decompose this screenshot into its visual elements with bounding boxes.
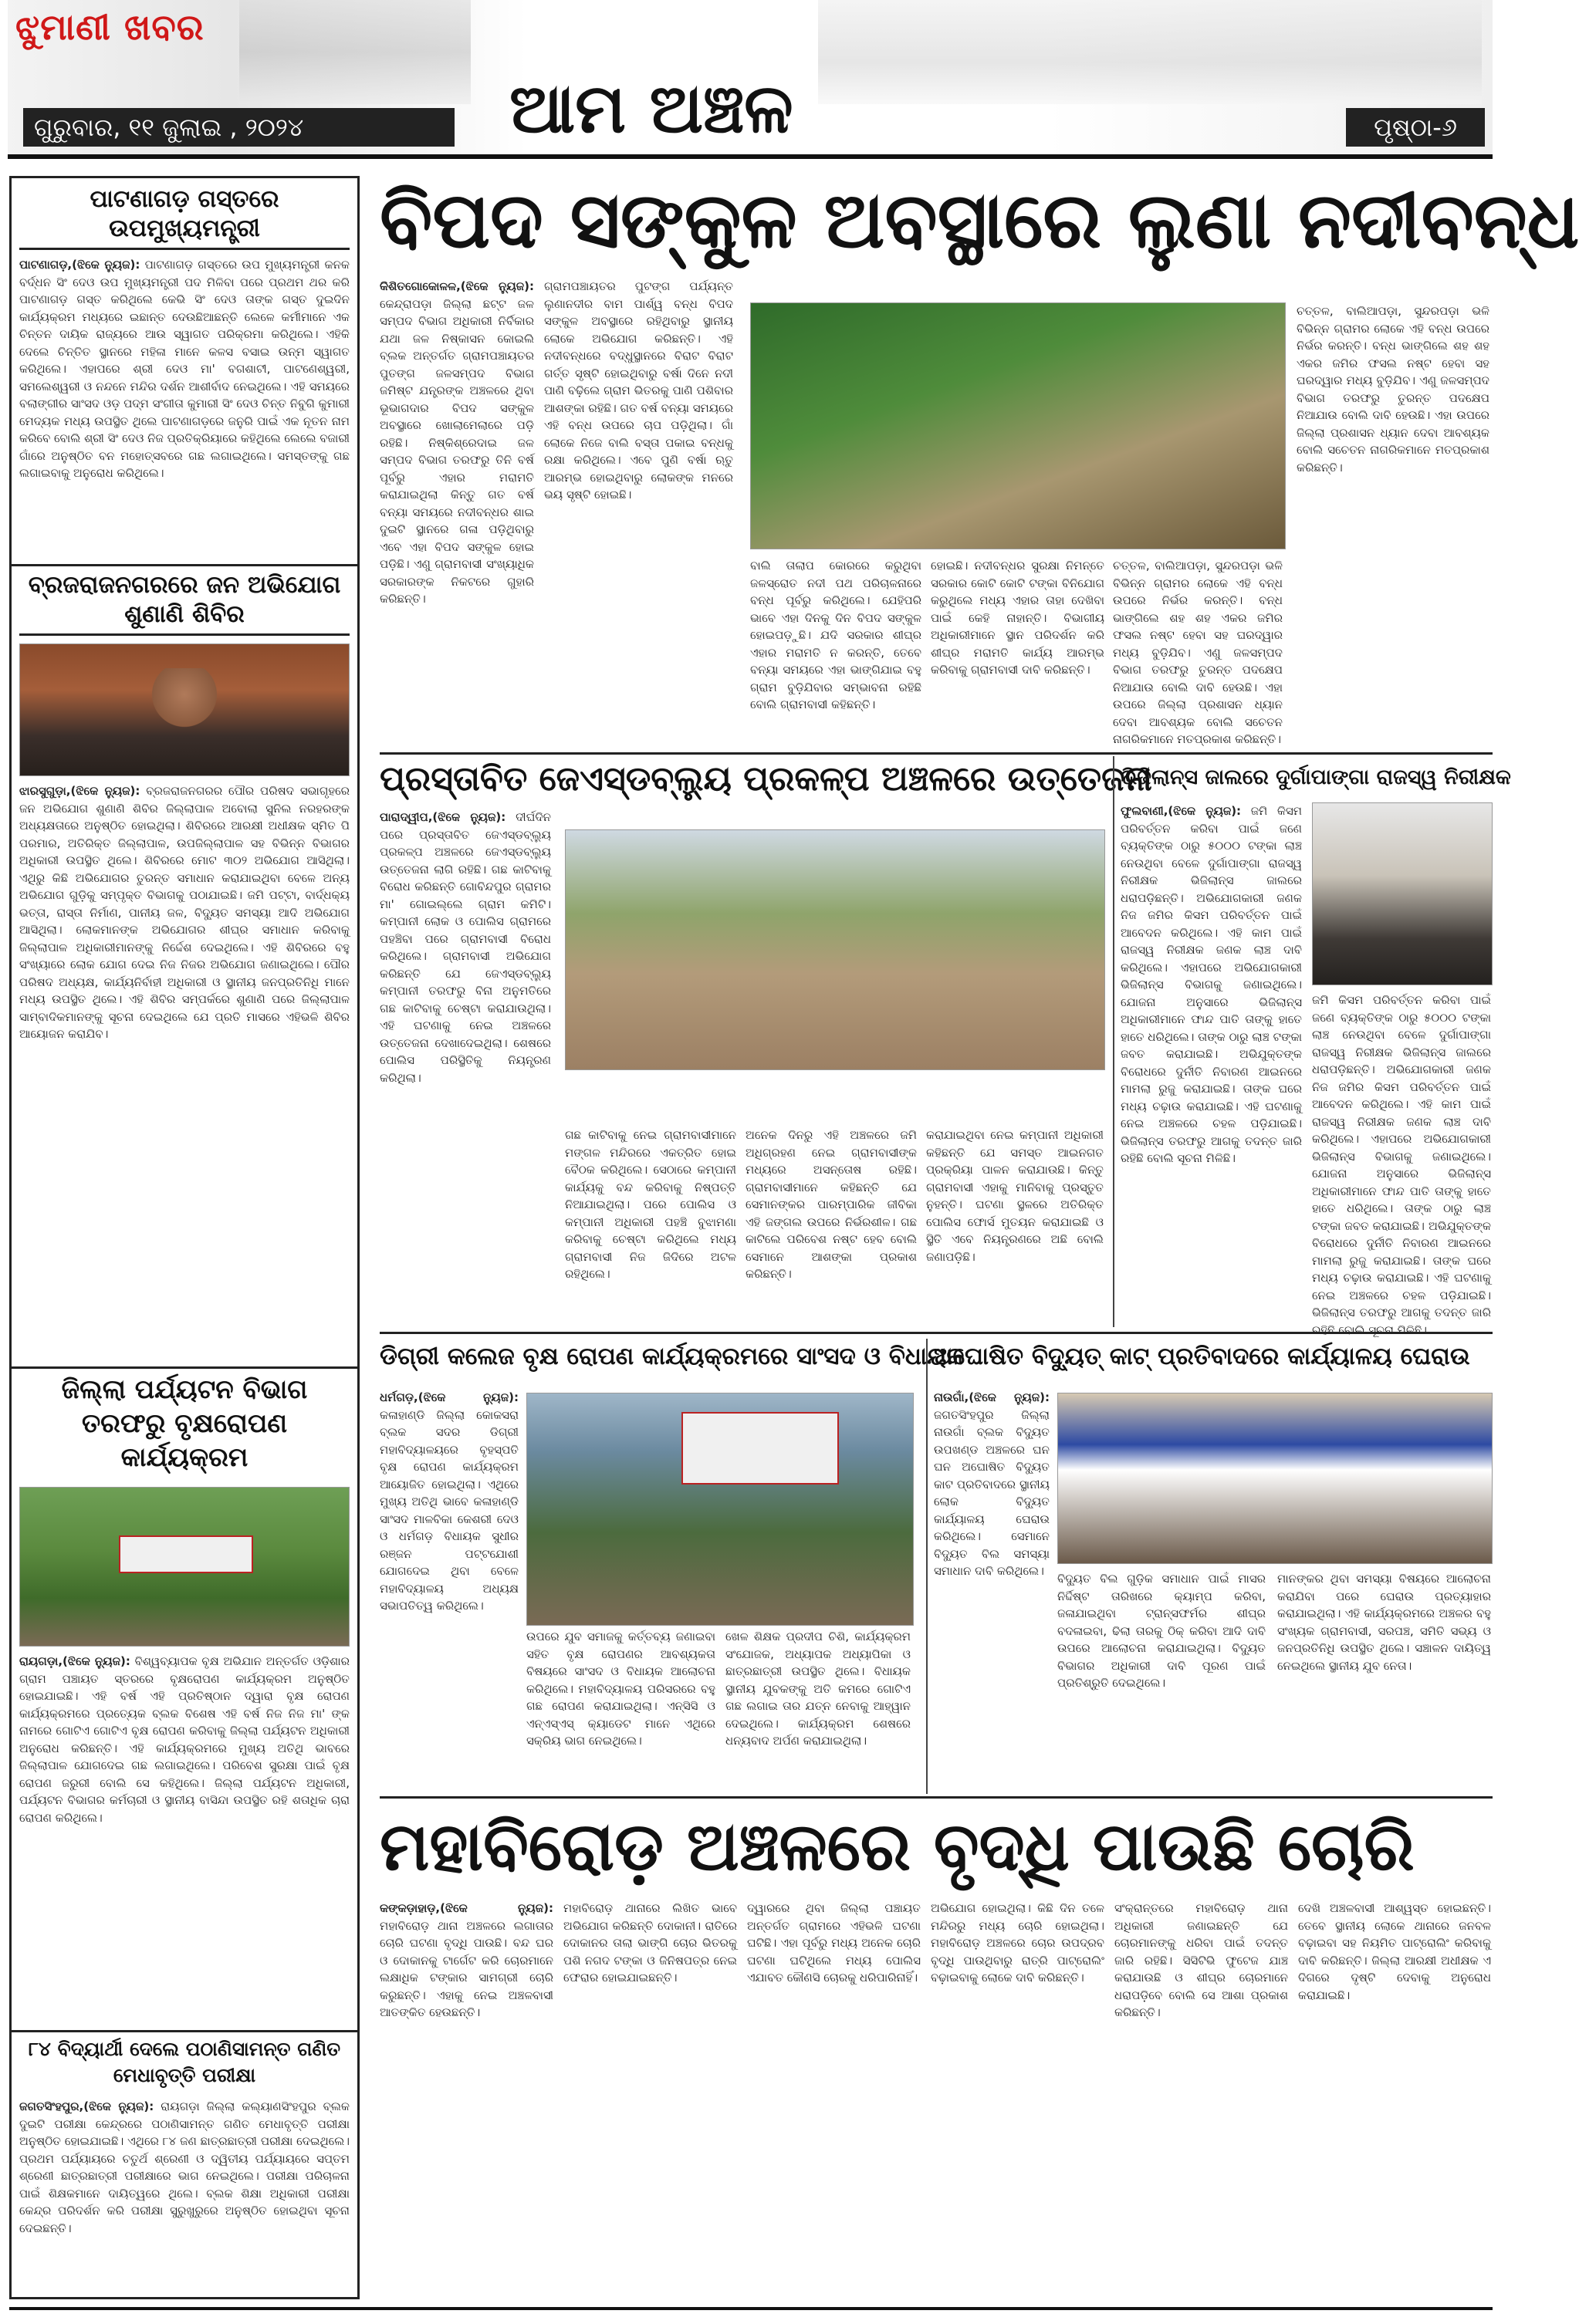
jsw-protest-photo bbox=[565, 829, 1105, 1070]
story-text: ଗଛ କାଟିବାକୁ ନେଇ ଗ୍ରାମବାସୀମାନେ ମଙ୍ଗଳ ମନ୍ଦିରରେ ଏକତ୍ରିତ ହୋଇ ବୈଠକ କରିଥିଲେ। ସେଠାରେ କମ୍ପାନୀ କାର୍ଯ୍ୟକୁ ବନ୍ଦ କରିବାକୁ ନିଷ୍ପତ୍ତି ନିଆଯାଇଥିଲା। ପରେ ପୋଲିସ ଓ କମ୍ପାନୀ ଅଧିକାରୀ ପହଞ୍ଚି ବୁଝାମଣା କରିବାକୁ ଚେଷ୍ଟା କରିଥିଲେ ମଧ୍ୟ ଗ୍ରାମବାସୀ ନିଜ ଜିଦିରେ ଅଟଳ ରହିଥିଲେ। bbox=[565, 1128, 736, 1281]
college-column-3 bbox=[725, 1628, 911, 1790]
rail-headline: ବ୍ରଜରାଜନଗରରେ ଜନ ଅଭିଯୋଗ ଶୁଣାଣି ଶିବିର bbox=[19, 570, 350, 636]
story-text: ଦ୍ୱାରରେ ଥିବା ଜିଲ୍ଲା ପଞ୍ଚାୟତ ଅନ୍ତର୍ଗତ ଗ୍ରାମରେ ଏହିଭଳି ଘଟଣା ଘଟିଛି। ଏହା ପୂର୍ବରୁ ମଧ୍ୟ ଅନେକ ଚୋରି ଘଟଣା ଘଟିଥିଲେ ମଧ୍ୟ ପୋଲିସ ଏଯାବତ କୌଣସି ଚୋରକୁ ଧରିପାରିନାହିଁ। bbox=[747, 1901, 921, 1985]
rail-story-deputy-cm bbox=[19, 184, 350, 588]
masthead bbox=[8, 0, 1493, 159]
rail-story-body bbox=[19, 2098, 350, 2322]
page-bottom-rule bbox=[9, 2307, 1493, 2310]
theft-headline: ମହାବିରୋଡ଼ ଅଞ୍ଚଳରେ ବୃଦ୍ଧି ପାଉଛି ଚୋରି bbox=[380, 1808, 1415, 1886]
revenue-inspector-portrait bbox=[1312, 802, 1493, 985]
theft-column-3 bbox=[747, 1900, 921, 2293]
dateline: ଧର୍ମଗଡ଼,(ଝିକେ ନ୍ୟୁଜ): bbox=[380, 1390, 519, 1404]
dateline: କଙ୍କଡ଼ାହାଡ଼,(ଝିକେ ନ୍ୟୁଜ): bbox=[380, 1901, 553, 1915]
lead-column-5a bbox=[1113, 557, 1283, 746]
vigilance-headline: ଭିଜିଲାନ୍ସ ଜାଲରେ ଦୁର୍ଗାପାଙ୍ଗା ରାଜସ୍ୱ ନିରୀକ୍ଷକ bbox=[1121, 765, 1511, 789]
rail-story-body bbox=[19, 1653, 350, 2089]
lead-column-1 bbox=[380, 278, 534, 745]
story-text: କେନ୍ଦ୍ରାପଡ଼ା ଜିଲ୍ଲା ଛଟ୍ଟ ଜଳ ସମ୍ପଦ ବିଭାଗ ଅଧିକାରୀ ନିର୍ବିକାର ଯଥା ଜଳ ନିଷ୍କାସନ କୋଇଲି ବ୍ଲକ ଅନ୍ତର୍ଗତ ଗ୍ରାମପଞ୍ଚାୟତର ପୁତଙ୍ଗ ଜଳସମ୍ପଦ ବିଭାଗ ଜମିଷ୍ଟ ଯନ୍ତ୍ରଙ୍କ ଅଞ୍ଚଳରେ ଥିବା ଭୂଭାଗଦାର ବିପଦ ସଙ୍କୁଳ ଅବସ୍ଥାରେ ଖୋଲାମେଲାରେ ପଡ଼ି ରହିଛି। ନିଷ୍କିଶ୍ରେଦାଇ ଜଳ ସମ୍ପଦ ବିଭାଗ ତରଫରୁ ତିନି ବର୍ଷ ପୂର୍ବରୁ ଏହାର ମରାମତି କରାଯାଇଥିଲା କିନ୍ତୁ ଗତ ବର୍ଷ ବନ୍ୟା ସମୟରେ ନଦୀବନ୍ଧର ଶାଇ ଦୁଇଟି ସ୍ଥାନରେ ଗଳା ପଡ଼ିଥିବାରୁ ଏବେ ଏହା ବିପଦ ସଙ୍କୁଳ ହୋଇ ପଡ଼ିଛି। ଏଣୁ ଗ୍ରାମବାସୀ ସଂଖ୍ୟାଧିକ ସରକାରଙ୍କ ନିକଟରେ ଗୁହାରି କରିଛନ୍ତି। bbox=[380, 296, 534, 606]
dateline: ଝାରସୁଗୁଡ଼ା,(ଝିକେ ନ୍ୟୁଜ): bbox=[19, 784, 140, 798]
rail-story-body bbox=[19, 256, 350, 588]
story-text: ମହାବିରୋଡ଼ ଥାନା ଅଞ୍ଚଳରେ ଲଗାତାର ଚୋରି ଘଟଣା ବୃଦ୍ଧି ପାଉଛି। ବନ୍ଦ ଘର ଓ ଦୋକାନକୁ ଟାର୍ଗେଟ କରି ଚୋରମାନେ ଲକ୍ଷାଧିକ ଟଙ୍କାର ସାମଗ୍ରୀ ଚୋରି କରୁଛନ୍ତି। ଏହାକୁ ନେଇ ଅଞ୍ଚଳବାସୀ ଆତଙ୍କିତ ହେଉଛନ୍ତି। bbox=[380, 1918, 553, 2019]
newspaper-brand: ଝୁମାଣୀ ଖବର bbox=[15, 6, 205, 48]
story-text: କଳାହାଣ୍ଡି ଜିଲ୍ଲା କୋକସରା ବ୍ଲକ ସଦର ଡିଗ୍ରୀ ମହାବିଦ୍ୟାଳୟରେ ବୃହସ୍ପତି ବୃକ୍ଷ ରୋପଣ କାର୍ଯ୍ୟକ୍ରମ ଆୟୋଜିତ ହୋଇଥିଲା। ଏଥିରେ ମୁଖ୍ୟ ଅତିଥି ଭାବେ କଳାହାଣ୍ଡି ସାଂସଦ ମାଳବିକା କେଶରୀ ଦେଓ ଓ ଧର୍ମଗଡ଼ ବିଧାୟକ ସୁଧୀର ରଞ୍ଜନ ପଟ୍ଟଯୋଶୀ ଯୋଗଦେଇ ଥିବା ବେଳେ ମହାବିଦ୍ୟାଳୟ ଅଧ୍ୟକ୍ଷ ସଭାପତିତ୍ୱ କରିଥିଲେ। bbox=[380, 1407, 519, 1613]
dateline: କିଶିତଗୋକୋଳଳ,(ଝିକେ ନ୍ୟୁଜ): bbox=[380, 279, 534, 293]
power-cut-column-3 bbox=[1277, 1570, 1491, 1790]
section-rule bbox=[380, 1332, 1493, 1334]
jsw-column-1 bbox=[380, 809, 551, 1326]
issue-date: ଗୁରୁବାର, ୧୧ ଜୁଲାଇ , ୨୦୨୪ bbox=[23, 108, 455, 147]
theft-column-5 bbox=[1114, 1900, 1288, 2293]
rail-story-maths-exam bbox=[19, 2036, 350, 2322]
story-text: ଅନେକ ଦିନରୁ ଏହି ଅଞ୍ଚଳରେ ଜମି ଅଧିଗ୍ରହଣ ନେଇ ଗ୍ରାମବାସୀଙ୍କ ମଧ୍ୟରେ ଅସନ୍ତୋଷ ରହିଛି। ଗ୍ରାମବାସୀମାନେ କହିଛନ୍ତି ଯେ ସେମାନଙ୍କର ପାରମ୍ପାରିକ ଜୀବିକା ଏହି ଜଙ୍ଗଲ ଉପରେ ନିର୍ଭରଶୀଳ। ଗଛ କାଟିଲେ ପରିବେଶ ନଷ୍ଟ ହେବ ବୋଲି ସେମାନେ ଆଶଙ୍କା ପ୍ରକାଶ କରିଛନ୍ତି। bbox=[746, 1128, 917, 1281]
dateline: ରାୟଗଡ଼ା,(ଝିକେ ନ୍ୟୁଜ): bbox=[19, 1654, 130, 1668]
dateline: ନାଉଗାଁ,(ଝିକେ ନ୍ୟୁଜ): bbox=[934, 1390, 1050, 1404]
power-cut-headline: ଅଘୋଷିତ ବିଦ୍ୟୁତ୍ କାଟ୍ ପ୍ରତିବାଦରେ କାର୍ଯ୍ୟାଳୟ ଘେରାଉ bbox=[934, 1343, 1470, 1370]
story-text: ଉପରେ ଯୁବ ସମାଜକୁ କର୍ତ୍ତବ୍ୟ ଜଣାଇବା ସହିତ ବୃକ୍ଷ ରୋପଣର ଆବଶ୍ୟକତା ବିଷୟରେ ସାଂସଦ ଓ ବିଧାୟକ ଆଲୋଚନା କରିଥିଲେ। ମହାବିଦ୍ୟାଳୟ ପରିସରରେ ବହୁ ଗଛ ରୋପଣ କରାଯାଇଥିଲା। ଏନ୍‌ସିସି ଓ ଏନ୍‌ଏସ୍‌ଏସ୍ କ୍ୟାଡେଟ ମାନେ ଏଥିରେ ସକ୍ରିୟ ଭାଗ ନେଇଥିଲେ। bbox=[526, 1630, 715, 1748]
photo-banner bbox=[119, 1535, 253, 1573]
rail-headline: ୮୪ ବିଦ୍ୟାର୍ଥୀ ଦେଲେ ପଠାଣିସାମନ୍ତ ଗଣିତ ମେଧାବୃତ୍ତି ପରୀକ୍ଷା bbox=[28, 2038, 341, 2086]
rail-divider bbox=[12, 2030, 357, 2032]
dateline: ପାରାଦ୍ୱୀପ,(ଝିକେ ନ୍ୟୁଜ): bbox=[380, 810, 506, 824]
section-rule bbox=[380, 1796, 1493, 1799]
story-text: ପାଟଣାଗଡ଼ ଗସ୍ତରେ ଉପ ମୁଖ୍ୟମନ୍ତ୍ରୀ କନକ ବର୍ଦ୍ଧନ ସିଂ ଦେଓ ଉପ ମୁଖ୍ୟମନ୍ତ୍ରୀ ପଦ ମିଳିବା ପରେ ପ୍ରଥମ ଥର କରି ପାଟଣାଗଡ଼ ଗସ୍ତ କରିଥିଲେ କେଭି ସିଂ ଦେଓ ତାଙ୍କ ଗସ୍ତ ଦୁଇଦିନ କାର୍ଯ୍ୟକ୍ରମ ମଧ୍ୟରେ ଇଛାନ୍ତ ଦେଉଛିଆଛନ୍ତି ଲେଳେ କର୍ମୀମାନେ ଏକ ଚିନ୍ତନ ଦାୟିକ ରାଜ୍ୟରେ ଆଉ ସ୍ୱାଗତ ପରିକ୍ରମା କରିଥିଲେ। ଏହିକି ଦେଲେ ଚିନ୍ତିତ ସ୍ଥାନରେ ମହିଳା ମାନେ କଳସ ବସାଇ ଉନ୍ମ ସ୍ୱାଗତ କରିଥିଲେ। ଏହାପରେ ଶ୍ରୀ ଦେଓ ମା' ବଗଶାଟୀ, ପାଟଣେଶ୍ୱରୀ, ସମଲେଶ୍ୱରୀ ଓ ନନ୍ଦନେ ମନ୍ଦିର ଦର୍ଶନ ଆଶୀର୍ବାଦ ନେଇଥିଲେ। ଏହି ସମୟରେ ବଲାଙ୍ଗୀର ସାଂସଦ ଓଡ଼ ପଦ୍ମ ସଂଗୀତା କୁମାରୀ ସିଂ ଦେଓ ଚିନ୍ତ ନିବୁଗି କୁମାରୀ ମେଦ୍ୟକ ମଧ୍ୟ ଉପସ୍ଥିତ ଥିଲେ ପାଟଣାଗଡ଼ରେ ଜନୁରି ପାଇଁ ଏକ ନୂତନ ନାମ କରିବେ ବୋଲି ଶ୍ରୀ ସିଂ ଦେଓ ନିଜ ପ୍ରତିକ୍ରିୟାରେ କହିଥିଲେ ଲେଲେ ବଜାରୀ ଗାଁରେ ଅନୁଷ୍ଠିତ ବନ ମହୋତ୍ସବରେ ଗଛ ଲଗାଇଥିଲେ। ସମସ୍ତଙ୍କୁ ଗଛ ଲଗାଇବାକୁ ଅନୁରୋଧ କରିଥିଲେ। bbox=[19, 258, 350, 480]
story-text: ଚତ୍ତଳ, ବାଲିଆପଡ଼ା, ସୁନ୍ଦରପଡ଼ା ଭଳି ବିଭିନ୍ନ ଗ୍ରାମର ଲୋକେ ଏହି ବନ୍ଧ ଉପରେ ନିର୍ଭର କରନ୍ତି। ବନ୍ଧ ଭାଙ୍ଗିଲେ ଶହ ଶହ ଏକର ଜମିର ଫସଲ ନଷ୍ଟ ହେବା ସହ ଘରଦ୍ୱାର ମଧ୍ୟ ବୁଡ଼ିଯିବ। ଏଣୁ ଜଳସମ୍ପଦ ବିଭାଗ ତରଫରୁ ତୁରନ୍ତ ପଦକ୍ଷେପ ନିଆଯାଉ ବୋଲି ଦାବି ହେଉଛି। ଏହା ଉପରେ ଜିଲ୍ଲା ପ୍ରଶାସନ ଧ୍ୟାନ ଦେବା ଆବଶ୍ୟକ ବୋଲି ସଚେତନ ନାଗରିକମାନେ ମତପ୍ରକାଶ କରିଛନ୍ତି। bbox=[1113, 559, 1283, 746]
dateline: ଜଗତସିଂହପୁର,(ଝିକେ ନ୍ୟୁଜ): bbox=[19, 2099, 154, 2113]
story-text: ବିଶ୍ୱବ୍ୟାପକ ବୃକ୍ଷ ଅଭିଯାନ ଅନ୍ତର୍ଗତ ଓଡ଼ିଶାର ଗ୍ରାମ ପଞ୍ଚାୟତ ସ୍ତରରେ ବୃକ୍ଷରୋପଣ କାର୍ଯ୍ୟକ୍ରମ ଅନୁଷ୍ଠିତ ହୋଇଯାଇଛି। ଏହି ବର୍ଷ ଏହି ପ୍ରତିଷ୍ଠାନ ଦ୍ୱାରା ବୃକ୍ଷ ରୋପଣ କାର୍ଯ୍ୟକ୍ରମରେ ପ୍ରତ୍ୟେକ ବ୍ଲକ ବିଶେଷ ଏହି ବର୍ଷ ନିଜ ନିଜ ମା' ଙ୍କ ନାମରେ ଗୋଟିଏ ଗୋଟିଏ ବୃକ୍ଷ ରୋପଣ କରିବାକୁ ଜିଲ୍ଲା ପର୍ଯ୍ୟଟନ ଅଧିକାରୀ ଅନୁରୋଧ କରିଛନ୍ତି। ଏହି କାର୍ଯ୍ୟକ୍ରମରେ ମୁଖ୍ୟ ଅତିଥି ଭାବରେ ଜିଲ୍ଲାପାଳ ଯୋଗଦେଇ ଗଛ ଲଗାଇଥିଲେ। ପରିବେଶ ସୁରକ୍ଷା ପାଇଁ ବୃକ୍ଷ ରୋପଣ ଜରୁରୀ ବୋଲି ସେ କହିଥିଲେ। ଜିଲ୍ଲା ପର୍ଯ୍ୟଟନ ଅଧିକାରୀ, ପର୍ଯ୍ୟଟନ ବିଭାଗର କର୍ମଚାରୀ ଓ ସ୍ଥାନୀୟ ବାସିନ୍ଦା ଉପସ୍ଥିତ ରହି ଶତାଧିକ ଚାରା ରୋପଣ କରିଥିଲେ। bbox=[19, 1654, 350, 1825]
rail-divider bbox=[12, 564, 357, 566]
column-divider bbox=[1113, 756, 1114, 1327]
grievance-camp-photo bbox=[19, 643, 350, 776]
story-text: ଜମି କିସମ ପରିବର୍ତ୍ତନ କରିବା ପାଇଁ ଜଣେ ବ୍ୟକ୍ତିଙ୍କ ଠାରୁ ୫୦୦୦ ଟଙ୍କା ଲାଞ୍ଚ ନେଉଥିବା ବେଳେ ଦୁର୍ଗାପାଙ୍ଗା ରାଜସ୍ୱ ନିରୀକ୍ଷକ ଭିଜିଲାନ୍ସ ଜାଲରେ ଧରାପଡ଼ିଛନ୍ତି। ଅଭିଯୋଗକାରୀ ଜଣକ ନିଜ ଜମିର କିସମ ପରିବର୍ତ୍ତନ ପାଇଁ ଆବେଦନ କରିଥିଲେ। ଏହି କାମ ପାଇଁ ରାଜସ୍ୱ ନିରୀକ୍ଷକ ଜଣକ ଲାଞ୍ଚ ଦାବି କରିଥିଲେ। ଏହାପରେ ଅଭିଯୋଗକାରୀ ଭିଜିଲାନ୍ସ ବିଭାଗକୁ ଜଣାଇଥିଲେ। ଯୋଜନା ଅନୁସାରେ ଭିଜିଲାନ୍ସ ଅଧିକାରୀମାନେ ଫାନ୍ଦ ପାତି ତାଙ୍କୁ ହାତେ ହାତେ ଧରିଥିଲେ। ତାଙ୍କ ଠାରୁ ଲାଞ୍ଚ ଟଙ୍କା ଜବତ କରାଯାଇଛି। ଅଭିଯୁକ୍ତଙ୍କ ବିରୋଧରେ ଦୁର୍ନୀତି ନିବାରଣ ଆଇନରେ ମାମଲା ରୁଜୁ କରାଯାଇଛି। ତାଙ୍କ ଘରେ ମଧ୍ୟ ଚଢ଼ାଉ କରାଯାଇଛି। ଏହି ଘଟଣାକୁ ନେଇ ଅଞ୍ଚଳରେ ଚହଳ ପଡ଼ିଯାଇଛି। ଭିଜିଲାନ୍ସ ତରଫରୁ ଆଗକୁ ତଦନ୍ତ ଜାରି ରହିଛି ବୋଲି ସୂଚନା ମିଳିଛି। bbox=[1121, 804, 1302, 1165]
story-text: ଗ୍ରାମପଞ୍ଚାୟତର ପୁଟଙ୍ଗ ପର୍ଯ୍ୟନ୍ତ ଲୁଣାନଦୀର ବାମ ପାର୍ଶ୍ୱ ବନ୍ଧ ବିପଦ ସଙ୍କୁଳ ଅବସ୍ଥାରେ ରହିଥିବାରୁ ସ୍ଥାନୀୟ ଲୋକେ ଅଭିଯୋଗ କରିଛନ୍ତି। ଏହି ନଦୀବନ୍ଧରେ ବଦ୍ଧୁସ୍ଥାନରେ ବିରାଟ ବିରାଟ ଗର୍ତ୍ତ ସୃଷ୍ଟି ହୋଇଥିବାରୁ ବର୍ଷା ଦିନେ ନଦୀ ପାଣି ବଢ଼ିଲେ ଗ୍ରାମ ଭିତରକୁ ପାଣି ପଶିବାର ଆଶଙ୍କା ରହିଛି। ଗତ ବର୍ଷ ବନ୍ୟା ସମୟରେ ଏହି ବନ୍ଧ ଉପରେ ଚାପ ପଡ଼ିଥିଲା। ଗାଁ ଲୋକେ ନିଜେ ବାଲି ବସ୍ତା ପକାଇ ବନ୍ଧକୁ ରକ୍ଷା କରିଥିଲେ। ଏବେ ପୁଣି ବର୍ଷା ଋତୁ ଆରମ୍ଭ ହୋଇଥିବାରୁ ଲୋକଙ୍କ ମନରେ ଭୟ ସୃଷ୍ଟି ହୋଇଛି। bbox=[544, 279, 733, 502]
story-text: ଦେଖି ଅଞ୍ଚଳବାସୀ ଆଶ୍ୱସ୍ତ ହୋଇଛନ୍ତି। ତେବେ ସ୍ଥାନୀୟ ଲୋକେ ଥାନାରେ ଜନବଳ ବଢ଼ାଇବା ସହ ନିୟମିତ ପାଟ୍ରୋଲିଂ କରିବାକୁ ଦାବି କରିଛନ୍ତି। ଜିଲ୍ଲା ଆରକ୍ଷୀ ଅଧୀକ୍ଷକ ଏ ଦିଗରେ ଦୃଷ୍ଟି ଦେବାକୁ ଅନୁରୋଧ କରାଯାଇଛି। bbox=[1298, 1901, 1491, 2002]
rail-headline: ପାଟଣାଗଡ଼ ଗସ୍ତରେ ଉପମୁଖ୍ୟମନ୍ତ୍ରୀ bbox=[19, 184, 350, 250]
photo-banner bbox=[681, 1412, 839, 1485]
story-text: ବ୍ରଜରାଜନଗରର ପୌର ପରିଷଦ ସଭାଗୃହରେ ଜନ ଅଭିଯୋଗ ଶୁଣାଣି ଶିବିର ଜିଲ୍ଲାପାଳ ଅବୋଲା ସୁନିଲ ନରହରଙ୍କ ଅଧ୍ୟକ୍ଷତାରେ ଅନୁଷ୍ଠିତ ହୋଇଥିଲା। ଶିବିରରେ ଆରକ୍ଷୀ ଅଧୀକ୍ଷକ ସ୍ମିତ ପି ପରମାର, ଅତିରିକ୍ତ ଜିଲ୍ଲାପାଳ, ଉପଜିଲ୍ଲାପାଳ ସହ ବିଭିନ୍ନ ବିଭାଗର ଅଧିକାରୀ ଉପସ୍ଥିତ ଥିଲେ। ଶିବିରରେ ମୋଟ ୩୦୨ ଅଭିଯୋଗ ଆସିଥିଲା। ଏଥିରୁ କିଛି ଅଭିଯୋଗର ତୁରନ୍ତ ସମାଧାନ କରାଯାଇଥିବା ବେଳେ ଅନ୍ୟ ଅଭିଯୋଗ ଗୁଡ଼ିକୁ ସମ୍ପୃକ୍ତ ବିଭାଗକୁ ପଠାଯାଇଛି। ଜମି ପଟ୍ଟା, ବାର୍ଦ୍ଧକ୍ୟ ଭତ୍ତା, ରାସ୍ତା ନିର୍ମାଣ, ପାନୀୟ ଜଳ, ବିଦ୍ୟୁତ ସମସ୍ୟା ଆଦି ଅଭିଯୋଗ ଆସିଥିଲା। ଲୋକମାନଙ୍କ ଅଭିଯୋଗର ଶୀଘ୍ର ସମାଧାନ କରିବାକୁ ଜିଲ୍ଲାପାଳ ଅଧିକାରୀମାନଙ୍କୁ ନିର୍ଦ୍ଦେଶ ଦେଇଥିଲେ। ଏହି ଶିବିରରେ ବହୁ ସଂଖ୍ୟାରେ ଲୋକ ଯୋଗ ଦେଇ ନିଜ ନିଜର ଅଭିଯୋଗ ଜଣାଇଥିଲେ। ପୌର ପରିଷଦ ଅଧ୍ୟକ୍ଷ, କାର୍ଯ୍ୟନିର୍ବାହୀ ଅଧିକାରୀ ଓ ସ୍ଥାନୀୟ ଜନପ୍ରତିନିଧି ମାନେ ମଧ୍ୟ ଉପସ୍ଥିତ ଥିଲେ। ଏହି ଶିବିର ସମ୍ପର୍କରେ ଶୁଣାଣି ପରେ ଜିଲ୍ଲାପାଳ ସାମ୍ବାଦିକମାନଙ୍କୁ ସୂଚନା ଦେଇଥିଲେ ଯେ ପ୍ରତି ମାସରେ ଏହିଭଳି ଶିବିର ଆୟୋଜନ କରାଯିବ। bbox=[19, 784, 350, 1041]
photo-subject bbox=[125, 668, 243, 734]
story-text: ରାୟଗଡ଼ା ଜିଲ୍ଲା କଲ୍ୟାଣସିଂହପୁର ବ୍ଲକ ଦୁଇଟି ପରୀକ୍ଷା କେନ୍ଦ୍ରରେ ପଠାଣିସାମନ୍ତ ଗଣିତ ମେଧାବୃତ୍ତି ପରୀକ୍ଷା ଅନୁଷ୍ଠିତ ହୋଇଯାଇଛି। ଏଥିରେ ୮୪ ଜଣ ଛାତ୍ରଛାତ୍ରୀ ପରୀକ୍ଷା ଦେଇଥିଲେ। ପ୍ରଥମ ପର୍ଯ୍ୟାୟରେ ଚତୁର୍ଥ ଶ୍ରେଣୀ ଓ ଦ୍ୱିତୀୟ ପର୍ଯ୍ୟାୟରେ ସପ୍ତମ ଶ୍ରେଣୀ ଛାତ୍ରଛାତ୍ରୀ ପରୀକ୍ଷାରେ ଭାଗ ନେଇଥିଲେ। ପରୀକ୍ଷା ପରିଚାଳନା ପାଇଁ ଶିକ୍ଷକମାନେ ଦାୟିତ୍ୱରେ ଥିଲେ। ବ୍ଲକ ଶିକ୍ଷା ଅଧିକାରୀ ପରୀକ୍ଷା କେନ୍ଦ୍ର ପରିଦର୍ଶନ କରି ପରୀକ୍ଷା ସୁରୁଖୁରୁରେ ଅନୁଷ୍ଠିତ ହୋଇଥିବା ସୂଚନା ଦେଇଛନ୍ତି। bbox=[19, 2099, 350, 2235]
story-text: ଜମି କିସମ ପରିବର୍ତ୍ତନ କରିବା ପାଇଁ ଜଣେ ବ୍ୟକ୍ତିଙ୍କ ଠାରୁ ୫୦୦୦ ଟଙ୍କା ଲାଞ୍ଚ ନେଉଥିବା ବେଳେ ଦୁର୍ଗାପାଙ୍ଗା ରାଜସ୍ୱ ନିରୀକ୍ଷକ ଭିଜିଲାନ୍ସ ଜାଲରେ ଧରାପଡ଼ିଛନ୍ତି। ଅଭିଯୋଗକାରୀ ଜଣକ ନିଜ ଜମିର କିସମ ପରିବର୍ତ୍ତନ ପାଇଁ ଆବେଦନ କରିଥିଲେ। ଏହି କାମ ପାଇଁ ରାଜସ୍ୱ ନିରୀକ୍ଷକ ଜଣକ ଲାଞ୍ଚ ଦାବି କରିଥିଲେ। ଏହାପରେ ଅଭିଯୋଗକାରୀ ଭିଜିଲାନ୍ସ ବିଭାଗକୁ ଜଣାଇଥିଲେ। ଯୋଜନା ଅନୁସାରେ ଭିଜିଲାନ୍ସ ଅଧିକାରୀମାନେ ଫାନ୍ଦ ପାତି ତାଙ୍କୁ ହାତେ ହାତେ ଧରିଥିଲେ। ତାଙ୍କ ଠାରୁ ଲାଞ୍ଚ ଟଙ୍କା ଜବତ କରାଯାଇଛି। ଅଭିଯୁକ୍ତଙ୍କ ବିରୋଧରେ ଦୁର୍ନୀତି ନିବାରଣ ଆଇନରେ ମାମଲା ରୁଜୁ କରାଯାଇଛି। ତାଙ୍କ ଘରେ ମଧ୍ୟ ଚଢ଼ାଉ କରାଯାଇଛି। ଏହି ଘଟଣାକୁ ନେଇ ଅଞ୍ଚଳରେ ଚହଳ ପଡ଼ିଯାଇଛି। ଭିଜିଲାନ୍ସ ତରଫରୁ ଆଗକୁ ତଦନ୍ତ ଜାରି ରହିଛି ବୋଲି ସୂଚନା ମିଳିଛି। bbox=[1312, 993, 1491, 1337]
theft-column-4 bbox=[931, 1900, 1104, 2293]
rail-divider bbox=[12, 1366, 357, 1369]
page-number: ପୃଷ୍ଠା-୬ bbox=[1346, 108, 1485, 147]
masthead-scenery-right bbox=[818, 0, 1482, 104]
dateline: ଫୁଲବାଣୀ,(ଝିକେ ନ୍ୟୁଜ): bbox=[1121, 804, 1242, 818]
rail-story-plantation bbox=[19, 1373, 350, 2089]
story-text: କରାଯାଇଥିବା ନେଇ କମ୍ପାନୀ ଅଧିକାରୀ କହିଛନ୍ତି ଯେ ସମସ୍ତ ଆଇନଗତ ପ୍ରକ୍ରିୟା ପାଳନ କରାଯାଉଛି। କିନ୍ତୁ ଗ୍ରାମବାସୀ ଏହାକୁ ମାନିବାକୁ ପ୍ରସ୍ତୁତ ନୁହନ୍ତି। ଘଟଣା ସ୍ଥଳରେ ଅତିରିକ୍ତ ପୋଲିସ ଫୋର୍ସ ମୁତୟନ କରାଯାଇଛି ଓ ସ୍ଥିତି ଏବେ ନିୟନ୍ତ୍ରଣରେ ଅଛି ବୋଲି ଜଣାପଡ଼ିଛି। bbox=[926, 1128, 1104, 1264]
left-rail bbox=[9, 176, 360, 2299]
story-text: ମାନଙ୍କର ଥିବା ସମସ୍ୟା ବିଷୟରେ ଆଲୋଚନା କରାଯିବା ପରେ ଘେରାଉ ପ୍ରତ୍ୟାହାର କରାଯାଇଥିଲା। ଏହି କାର୍ଯ୍ୟକ୍ରମରେ ଅଞ୍ଚଳର ବହୁ ସଂଖ୍ୟକ ଗ୍ରାମବାସୀ, ସରପଞ୍ଚ, ସମିତି ସଭ୍ୟ ଓ ଜନପ୍ରତିନିଧି ଉପସ୍ଥିତ ଥିଲେ। ସଞ୍ଚାଳନ ଦାୟିତ୍ୱ ନେଇଥିଲେ ସ୍ଥାନୀୟ ଯୁବ ନେତା। bbox=[1277, 1572, 1491, 1673]
lead-column-3 bbox=[750, 557, 921, 746]
theft-column-1 bbox=[380, 1900, 553, 2293]
story-text: ଦୀର୍ଘଦିନ ପରେ ପ୍ରସ୍ତାବିତ ଜେଏସ୍‌ଡବ୍ଲ୍ୟୁ ପ୍ରକଳ୍ପ ଅଞ୍ଚଳରେ ଜେଏସ୍‌ଡବ୍ଲ୍ୟୁ ଉତ୍ତେଜନା ଲାଗି ରହିଛି। ଗଛ କାଟିବାକୁ ବିରୋଧ କରିଛନ୍ତି ଗୋବିନ୍ଦପୁର ଗ୍ରାମର ମା' ଗୋଇଲ୍‌ଲେ ଗ୍ରାମ କମିଟି। କମ୍ପାନୀ ଲୋକ ଓ ପୋଲିସ ଗ୍ରାମରେ ପହଞ୍ଚିବା ପରେ ଗ୍ରାମବାସୀ ବିରୋଧ କରିଥିଲେ। ଗ୍ରାମବାସୀ ଅଭିଯୋଗ କରିଛନ୍ତି ଯେ ଜେଏସ୍‌ଡବ୍ଲ୍ୟୁ କମ୍ପାନୀ ତରଫରୁ ବିନା ଅନୁମତିରେ ଗଛ କାଟିବାକୁ ଚେଷ୍ଟା କରାଯାଉଥିଲା। ଏହି ଘଟଣାକୁ ନେଇ ଅଞ୍ଚଳରେ ଉତ୍ତେଜନା ଦେଖାଦେଇଥିଲା। ଶେଷରେ ପୋଲିସ ପରିସ୍ଥିତିକୁ ନିୟନ୍ତ୍ରଣ କରିଥିଲା। bbox=[380, 810, 551, 1085]
story-text: ହୋଇଛି। ନଦୀବନ୍ଧର ସୁରକ୍ଷା ନିମନ୍ତେ ସରକାର କୋଟି କୋଟି ଟଙ୍କା ବିନିଯୋଗ କରୁଥିଲେ ମଧ୍ୟ ଏହାର ତାହା ଦେଖିବା ପାଇଁ କେହି ନାହାନ୍ତି। ବିଭାଗୀୟ ଅଧିକାରୀମାନେ ସ୍ଥାନ ପରିଦର୍ଶନ କରି ଶୀଘ୍ର ମରାମତି କାର୍ଯ୍ୟ ଆରମ୍ଭ କରିବାକୁ ଗ୍ରାମବାସୀ ଦାବି କରିଛନ୍ତି। bbox=[931, 559, 1104, 677]
story-text: ବିଦ୍ୟୁତ ବିଲ ଗୁଡ଼ିକ ସମାଧାନ ପାଇଁ ମାସର ନିର୍ଦ୍ଦିଷ୍ଟ ତାରିଖରେ କ୍ୟାମ୍ପ କରିବା, ଜଳାଯାଇଥିବା ଟ୍ରାନ୍ସଫର୍ମର ଶୀଘ୍ର ବଦଳାଇବା, ଢିଲା ତାରକୁ ଠିକ୍ କରିବା ଆଦି ଦାବି ଉପରେ ଆଲୋଚନା କରାଯାଇଥିଲା। ବିଦ୍ୟୁତ ବିଭାଗର ଅଧିକାରୀ ଦାବି ପୂରଣ ପାଇଁ ପ୍ରତିଶ୍ରୁତି ଦେଇଥିଲେ। bbox=[1057, 1572, 1266, 1690]
college-column-2 bbox=[526, 1628, 715, 1790]
jsw-headline: ପ୍ରସ୍ତାବିତ ଜେଏସ୍‌ଡବ୍ଲ୍ୟୁ ପ୍ରକଳ୍ପ ଅଞ୍ଚଳରେ ଉତ୍ତେଜନା bbox=[380, 759, 1152, 799]
jsw-column-4 bbox=[926, 1127, 1104, 1326]
section-rule bbox=[380, 752, 1493, 755]
lead-column-2 bbox=[544, 278, 733, 745]
jsw-column-2 bbox=[565, 1127, 736, 1326]
story-text: ଖେଳ ଶିକ୍ଷକ ପ୍ରଦୀପ ଚିଶି, କାର୍ଯ୍ୟକ୍ରମ ସଂଯୋଜକ, ଅଧ୍ୟାପକ ଅଧ୍ୟାପିକା ଓ ଛାତ୍ରଛାତ୍ରୀ ଉପସ୍ଥିତ ଥିଲେ। ବିଧାୟକ ସ୍ଥାନୀୟ ଯୁବକଙ୍କୁ ଅତି କମରେ ଗୋଟିଏ ଗଛ ଲଗାଇ ତାର ଯତ୍ନ ନେବାକୁ ଆହ୍ୱାନ ଦେଇଥିଲେ। କାର୍ଯ୍ୟକ୍ରମ ଶେଷରେ ଧନ୍ୟବାଦ ଅର୍ପଣ କରାଯାଇଥିଲା। bbox=[725, 1630, 911, 1748]
theft-column-6 bbox=[1298, 1900, 1491, 2293]
college-plantation-photo bbox=[526, 1393, 914, 1626]
story-text: ଜଗତସିଂହପୁର ଜିଲ୍ଲା ନାଉଗାଁ ବ୍ଲକ ବିଦ୍ୟୁତ ଉପଖଣ୍ଡ ଅଞ୍ଚଳରେ ଘନ ଘନ ଅଘୋଷିତ ବିଦ୍ୟୁତ କାଟ ପ୍ରତିବାଦରେ ସ୍ଥାନୀୟ ଲୋକ ବିଦ୍ୟୁତ କାର୍ଯ୍ୟାଳୟ ଘେରାଉ କରିଥିଲେ। ସେମାନେ ବିଦ୍ୟୁତ ବିଲ ସମସ୍ୟା ସମାଧାନ ଦାବି କରିଥିଲେ। bbox=[934, 1407, 1050, 1578]
vigilance-column-1 bbox=[1121, 802, 1302, 1327]
vigilance-column-2 bbox=[1312, 991, 1491, 1337]
theft-column-2 bbox=[563, 1900, 737, 2293]
story-text: ଅଭିଯୋଗ ହୋଇଥିଲା। କିଛି ଦିନ ତଳେ ମନ୍ଦିରରୁ ମଧ୍ୟ ଚୋରି ହୋଇଥିଲା। ମହାବିରୋଡ଼ ଅଞ୍ଚଳରେ ଚୋର ଉପଦ୍ରବ ବୃଦ୍ଧି ପାଉଥିବାରୁ ରାତ୍ରି ପାଟ୍ରୋଲିଂ ବଢ଼ାଇବାକୁ ଲୋକେ ଦାବି କରିଛନ୍ତି। bbox=[931, 1901, 1104, 1985]
power-cut-column-2 bbox=[1057, 1570, 1266, 1790]
plantation-photo bbox=[19, 1487, 350, 1647]
rail-headline: ଜିଲ୍ଲା ପର୍ଯ୍ୟଟନ ବିଭାଗ ତରଫରୁ ବୃକ୍ଷରୋପଣ କାର୍ଯ୍ୟକ୍ରମ bbox=[61, 1374, 308, 1473]
river-embankment-photo bbox=[750, 302, 1286, 549]
power-cut-column-1 bbox=[934, 1389, 1050, 1790]
jsw-column-3 bbox=[746, 1127, 917, 1326]
college-plantation-headline: ଡିଗ୍ରୀ କଲେଜ ବୃକ୍ଷ ରୋପଣ କାର୍ଯ୍ୟକ୍ରମରେ ସାଂସଦ ଓ ବିଧାୟକ bbox=[380, 1343, 965, 1370]
story-text: ସଂକ୍ରାନ୍ତରେ ମହାବିରୋଡ଼ ଥାନା ଅଧିକାରୀ ଜଣାଇଛନ୍ତି ଯେ ଚୋରମାନଙ୍କୁ ଧରିବା ପାଇଁ ତଦନ୍ତ ଜାରି ରହିଛି। ସିସିଟିଭି ଫୁଟେଜ ଯାଞ୍ଚ କରାଯାଉଛି ଓ ଶୀଘ୍ର ଚୋରମାନେ ଧରାପଡ଼ିବେ ବୋଲି ସେ ଆଶା ପ୍ରକାଶ କରିଛନ୍ତି। bbox=[1114, 1901, 1288, 2019]
story-text: ଚତ୍ତଳ, ବାଲିଆପଡ଼ା, ସୁନ୍ଦରପଡ଼ା ଭଳି ବିଭିନ୍ନ ଗ୍ରାମର ଲୋକେ ଏହି ବନ୍ଧ ଉପରେ ନିର୍ଭର କରନ୍ତି। ବନ୍ଧ ଭାଙ୍ଗିଲେ ଶହ ଶହ ଏକର ଜମିର ଫସଲ ନଷ୍ଟ ହେବା ସହ ଘରଦ୍ୱାର ମଧ୍ୟ ବୁଡ଼ିଯିବ। ଏଣୁ ଜଳସମ୍ପଦ ବିଭାଗ ତରଫରୁ ତୁରନ୍ତ ପଦକ୍ଷେପ ନିଆଯାଉ ବୋଲି ଦାବି ହେଉଛି। ଏହା ଉପରେ ଜିଲ୍ଲା ପ୍ରଶାସନ ଧ୍ୟାନ ଦେବା ଆବଶ୍ୟକ ବୋଲି ସଚେତନ ନାଗରିକମାନେ ମତପ୍ରକାଶ କରିଛନ୍ତି। bbox=[1297, 304, 1489, 475]
power-cut-protest-photo bbox=[1057, 1393, 1493, 1564]
masthead-scenery-left bbox=[239, 0, 471, 104]
lead-headline: ବିପଦ ସଙ୍କୁଳ ଅବସ୍ଥାରେ ଲୁଣା ନଦୀବନ୍ଧ bbox=[380, 174, 1579, 265]
story-text: ମହାବିରୋଡ଼ ଥାନାରେ ଲିଖିତ ଭାବେ ଅଭିଯୋଗ କରିଛନ୍ତି ଦୋକାନୀ। ରାତିରେ ଦୋକାନର ତାଲା ଭାଙ୍ଗି ଚୋର ଭିତରକୁ ପଶି ନଗଦ ଟଙ୍କା ଓ ଜିନିଷପତ୍ର ନେଇ ଫେରାର ହୋଇଯାଇଛନ୍ତି। bbox=[563, 1901, 737, 1985]
story-text: ବାଲି ତାଲାପ କୋରରେ କରୁଥିବା ଜଳସ୍ରୋତ ନଦୀ ପଥ ପରିଚାଳନାରେ ବନ୍ଧ ପୂର୍ବରୁ କରିଥିଲେ। ଯେହିପରି ଭାବେ ଏହା ଦିନକୁ ଦିନ ବିପଦ ସଙ୍କୁଳ ହୋଇପଡ଼ୁଛି। ଯଦି ସରକାର ଶୀଘ୍ର ଏହାର ମରାମତି ନ କରନ୍ତି, ତେବେ ବନ୍ୟା ସମୟରେ ଏହା ଭାଙ୍ଗିଯାଇ ବହୁ ଗ୍ରାମ ବୁଡ଼ିଯିବାର ସମ୍ଭାବନା ରହିଛି ବୋଲି ଗ୍ରାମବାସୀ କହିଛନ୍ତି। bbox=[750, 559, 921, 711]
section-title: ଆମ ଅଞ୍ଚଳ bbox=[509, 68, 793, 148]
lead-column-5 bbox=[1297, 302, 1489, 746]
college-column-1 bbox=[380, 1389, 519, 1790]
column-divider bbox=[926, 1339, 928, 1794]
dateline: ପାଟଣାଗଡ଼,(ଝିକେ ନ୍ୟୁଜ): bbox=[19, 258, 140, 272]
lead-column-4 bbox=[931, 557, 1104, 746]
